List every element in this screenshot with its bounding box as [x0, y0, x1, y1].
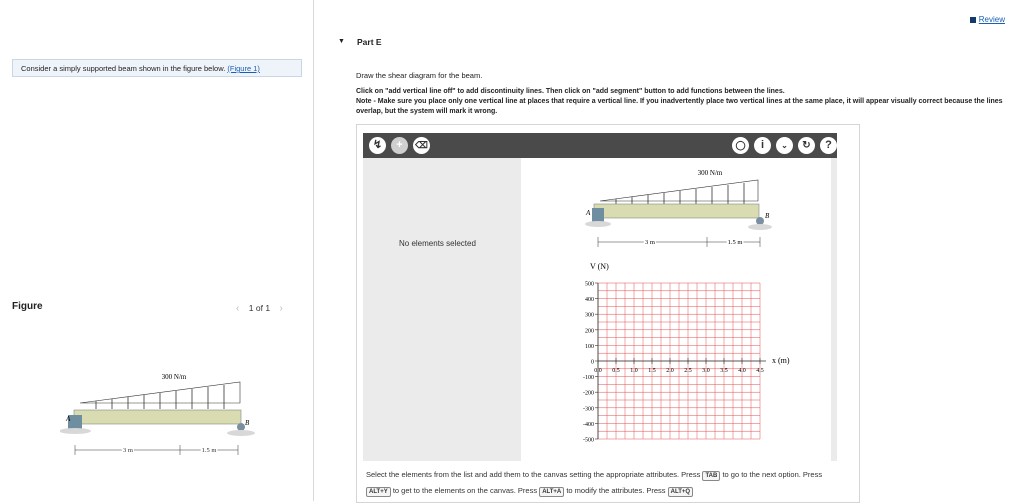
instr-text-1: Select the elements from the list and add them to the canvas setting the appropriate attributes. Press [366, 470, 701, 479]
fig-load-label: 300 N/m [161, 373, 187, 381]
canvas-span1: 3 m [645, 239, 655, 246]
canvas-span2: 1.5 m [727, 239, 743, 246]
note-block [356, 87, 1006, 117]
span2-label: 1.5 m [201, 447, 217, 454]
help-icon[interactable]: ? [820, 137, 837, 154]
reset-icon[interactable]: ↻ [798, 137, 815, 154]
keyboard-instructions [366, 467, 836, 499]
roller-support [237, 423, 245, 431]
y-tick-label: -300 [583, 406, 594, 413]
problem-statement [12, 59, 302, 77]
y-tick-label: 0 [591, 359, 594, 366]
beam-body [74, 410, 241, 424]
part-title: Part E [357, 37, 382, 47]
review-label: Review [978, 15, 1005, 24]
y-axis-label: V (N) [590, 262, 609, 271]
key-tab: TAB [702, 471, 720, 481]
info-icon[interactable]: i [754, 137, 771, 154]
x-tick-label: 0.5 [612, 368, 620, 374]
tool-toolbar [363, 133, 837, 158]
chevron-down-icon[interactable]: ⌄ [776, 137, 793, 154]
x-tick-label: 4.5 [756, 368, 764, 374]
x-tick-label: 2.0 [666, 368, 674, 374]
collapse-triangle-icon[interactable]: ▼ [338, 38, 345, 45]
prev-figure-icon[interactable]: ‹ [236, 303, 240, 314]
key-alt-q: ALT+Q [668, 487, 693, 497]
support-a-label: A [66, 415, 71, 423]
beam-figure [60, 365, 265, 460]
canvas-load-label: 300 N/m [697, 169, 723, 177]
y-tick-label: 200 [585, 328, 594, 335]
y-tick-label: 100 [585, 343, 594, 350]
shear-chart[interactable] [560, 258, 800, 448]
instr-text-2: to go to the next option. Press [722, 470, 823, 479]
review-link[interactable] [970, 15, 1005, 24]
y-tick-label: -400 [583, 421, 594, 428]
x-tick-label: 1.0 [630, 368, 638, 374]
instr-text-3: to get to the elements on the canvas. Press [392, 486, 538, 495]
x-tick-label: 3.0 [702, 368, 710, 374]
x-tick-label: 1.5 [648, 368, 656, 374]
next-figure-icon[interactable]: › [279, 303, 283, 314]
key-alt-a: ALT+A [539, 487, 564, 497]
problem-text: Consider a simply supported beam shown in the figure below. [21, 64, 226, 73]
pager-count: 1 of 1 [248, 303, 271, 313]
instr-text-4: to modify the attributes. Press [566, 486, 666, 495]
figure-label: Figure [12, 301, 43, 312]
x-tick-label: 2.5 [684, 368, 692, 374]
canvas-support-b: B [765, 212, 770, 220]
figure-pager [236, 303, 283, 314]
note-line-2: Note - Make sure you place only one vertical line at places that require a vertical line. If you inadvertently place two vertical lines at the same place, it will appear visually correct because the lines overlap, but the system will mark it wrong. [356, 98, 1003, 115]
note-line-1: Click on "add vertical line off" to add discontinuity lines. Then click on "add segment" button to add functions between the lines. [356, 88, 785, 95]
y-tick-label: 400 [585, 297, 594, 304]
no-selection-text: No elements selected [399, 239, 476, 248]
x-tick-label: 0.0 [594, 368, 602, 374]
canvas-beam-figure [580, 163, 780, 258]
canvas-support-a: A [586, 209, 591, 217]
review-icon [970, 17, 976, 23]
y-tick-label: 300 [585, 312, 594, 319]
y-tick-label: 500 [585, 281, 594, 288]
x-axis-label: x (m) [772, 356, 790, 365]
key-alt-y: ALT+Y [366, 487, 391, 497]
x-tick-label: 4.0 [738, 368, 746, 374]
y-tick-label: -200 [583, 390, 594, 397]
x-tick-label: 3.5 [720, 368, 728, 374]
support-b-label: B [245, 419, 250, 427]
instruction: Draw the shear diagram for the beam. [356, 71, 483, 80]
span1-label: 3 m [123, 447, 133, 454]
figure-link[interactable]: (Figure 1) [227, 64, 260, 73]
add-segment-icon[interactable]: + [391, 137, 408, 154]
y-tick-label: -500 [583, 437, 594, 444]
hint-icon[interactable]: ◯ [732, 137, 749, 154]
trash-icon[interactable]: ⌫ [413, 137, 430, 154]
y-tick-label: -100 [583, 375, 594, 382]
add-vertical-line-icon[interactable]: ↯ [369, 137, 386, 154]
